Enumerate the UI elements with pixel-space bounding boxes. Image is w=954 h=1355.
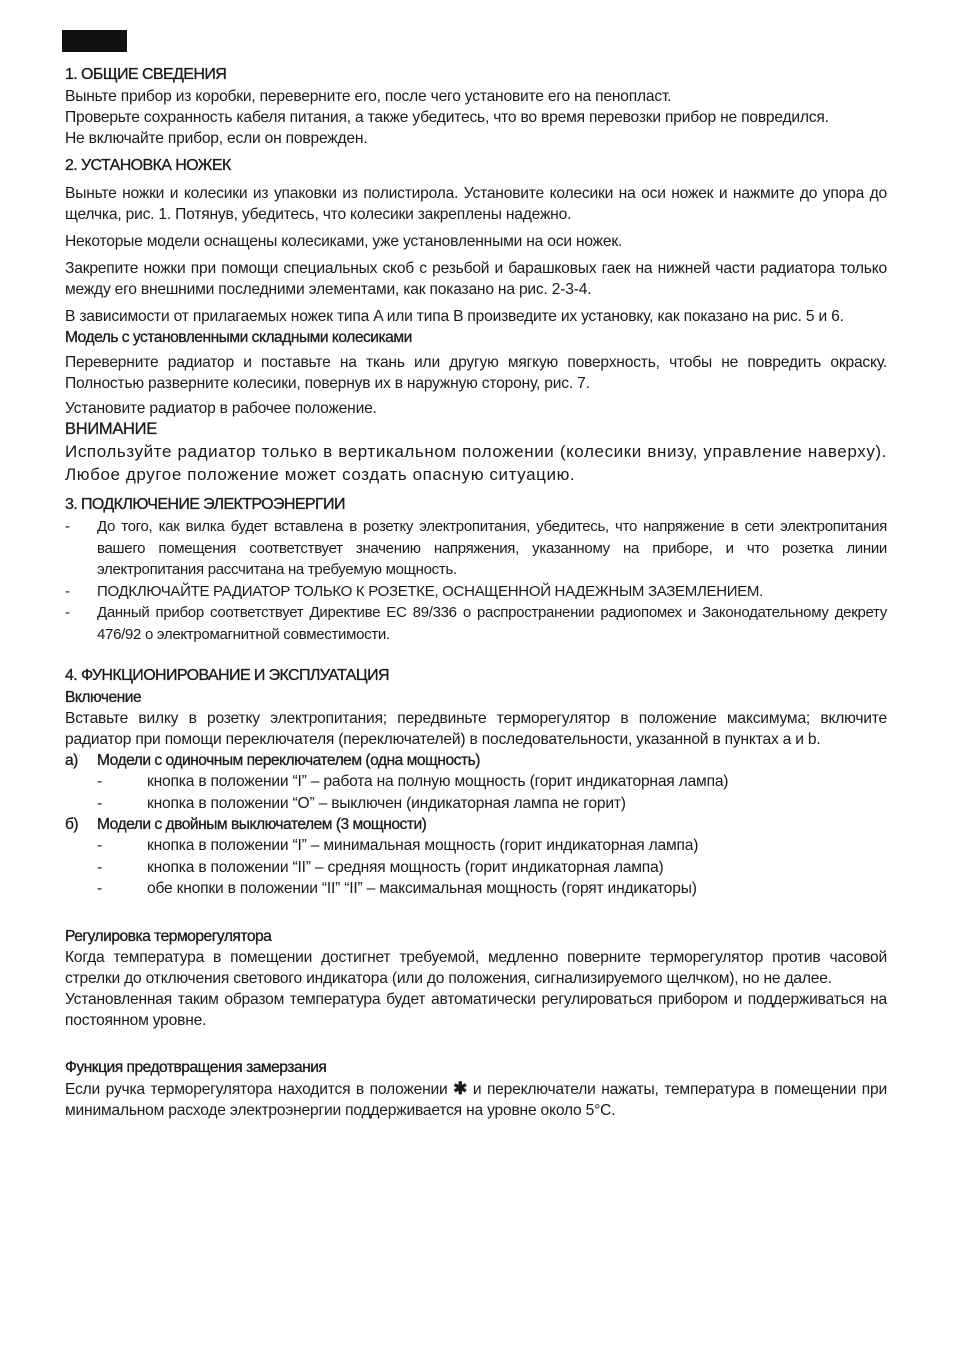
model-a-title: Модели с одиночным переключателем (одна мощность): [97, 752, 480, 769]
warning-title: ВНИМАНИЕ: [65, 420, 157, 438]
list-item: - кнопка в положении “I” – работа на полную мощность (горит индикаторная лампа): [97, 773, 729, 790]
list-item: - кнопка в положении “O” – выключен (индикаторная лампа не горит): [97, 794, 626, 812]
section-3-title: 3. ПОДКЛЮЧЕНИЕ ЭЛЕКТРОЭНЕРГИИ: [65, 496, 345, 513]
model-a-list: [65, 771, 887, 814]
section-2-title: 2. УСТАНОВКА НОЖЕК: [65, 157, 231, 174]
document-body: [65, 64, 887, 1121]
language-tab: [62, 30, 127, 52]
thermostat-subtitle: Регулировка терморегулятора: [65, 927, 272, 945]
electrical-list: [65, 516, 887, 645]
folding-wheels-subtitle: Модель с установленными складными колесиками: [65, 329, 412, 346]
section-4-paragraph: Установленная таким образом температура будет автоматически регулироваться прибором и поддерживаться на постоянном уровне.: [65, 990, 887, 1029]
switch-on-subtitle: Включение: [65, 689, 142, 706]
section-2-paragraph: Установите радиатор в рабочее положение.: [65, 400, 377, 417]
section-2-paragraph: Переверните радиатор и поставьте на ткань или другую мягкую поверхность, чтобы не повредить окраску. Полностью разверните колесики, повернув их в наружную сторону, рис. 7.: [65, 354, 887, 392]
section-2-paragraph: Некоторые модели оснащены колесиками, уже установленными на оси ножек.: [65, 233, 623, 250]
snowflake-icon: ✱: [453, 1078, 468, 1098]
model-a-label: а): [65, 752, 78, 769]
model-b-title: Модели с двойным выключателем (3 мощности): [97, 816, 427, 833]
model-b-heading: [65, 814, 887, 835]
list-item: - До того, как вилка будет вставлена в розетку электропитания, убедитесь, что напряжение в сети электропитания вашего помещения соответствует значению напряжения, указанному на приборе, и что розетка линии электропитания рассчитана на требуемую мощность.: [65, 516, 887, 581]
list-item: - обе кнопки в положении “II” “II” – максимальная мощность (горят индикаторы): [97, 880, 697, 897]
section-1-paragraph: Проверьте сохранность кабеля питания, а также убедитесь, что во время перевозки прибор не повредился.: [65, 109, 829, 126]
section-2-paragraph: В зависимости от прилагаемых ножек типа A или типа B произведите их установку, как показано на рис. 5 и 6.: [65, 308, 844, 325]
frost-paragraph: Если ручка терморегулятора находится в положении ✱ и переключатели нажаты, температура в помещении при минимальном расходе электроэнергии поддерживается на уровне около 5°C.: [65, 1078, 887, 1119]
list-item: - Данный прибор соответствует Директиве ЕС 89/336 о распространении радиопомех и Законодательному декрету 476/92 о электромагнитной совместимости.: [65, 602, 887, 645]
model-a-heading: [65, 750, 887, 771]
section-2-paragraph: Выньте ножки и колесики из упаковки из полистирола. Установите колесики на оси ножек и нажмите до упора до щелчка, рис. 1. Потянув, убедитесь, что колесики закреплены надежно.: [65, 185, 887, 223]
section-1-title: 1. ОБЩИЕ СВЕДЕНИЯ: [65, 66, 227, 83]
list-item: - кнопка в положении “II” – средняя мощность (горит индикаторная лампа): [97, 858, 664, 876]
section-4-paragraph: Когда температура в помещении достигнет требуемой, медленно поверните терморегулятор против часовой стрелки до отключения светового индикатора (или до положения, сигнализируемого щелчком), но не далее.: [65, 948, 887, 987]
frost-subtitle: Функция предотвращения замерзания: [65, 1058, 327, 1076]
section-4-paragraph: Вставьте вилку в розетку электропитания; передвиньте терморегулятор в положение максимума; включите радиатор при помощи переключателя (переключателей) в последовательности, указанной в пунктах a и b.: [65, 710, 887, 748]
section-1-paragraph: Не включайте прибор, если он поврежден.: [65, 130, 368, 147]
section-4-title: 4. ФУНКЦИОНИРОВАНИЕ И ЭКСПЛУАТАЦИЯ: [65, 667, 389, 684]
model-b-label: б): [65, 816, 79, 833]
list-item: - ПОДКЛЮЧАЙТЕ РАДИАТОР ТОЛЬКО К РОЗЕТКЕ, ОСНАЩЕННОЙ НАДЕЖНЫМ ЗАЗЕМЛЕНИЕМ.: [65, 581, 887, 603]
list-item: - кнопка в положении “I” – минимальная мощность (горит индикаторная лампа): [97, 837, 699, 854]
section-1-paragraph: Выньте прибор из коробки, переверните его, после чего установите его на пенопласт.: [65, 88, 672, 105]
model-b-list: [65, 835, 887, 900]
warning-text: Используйте радиатор только в вертикальном положении (колесики внизу, управление наверху). Любое другое положение может создать опасную ситуацию.: [65, 442, 887, 484]
section-2-paragraph: Закрепите ножки при помощи специальных скоб с резьбой и барашковых гаек на нижней части радиатора только между его внешними последними элементами, как показано на рис. 2-3-4.: [65, 260, 887, 298]
